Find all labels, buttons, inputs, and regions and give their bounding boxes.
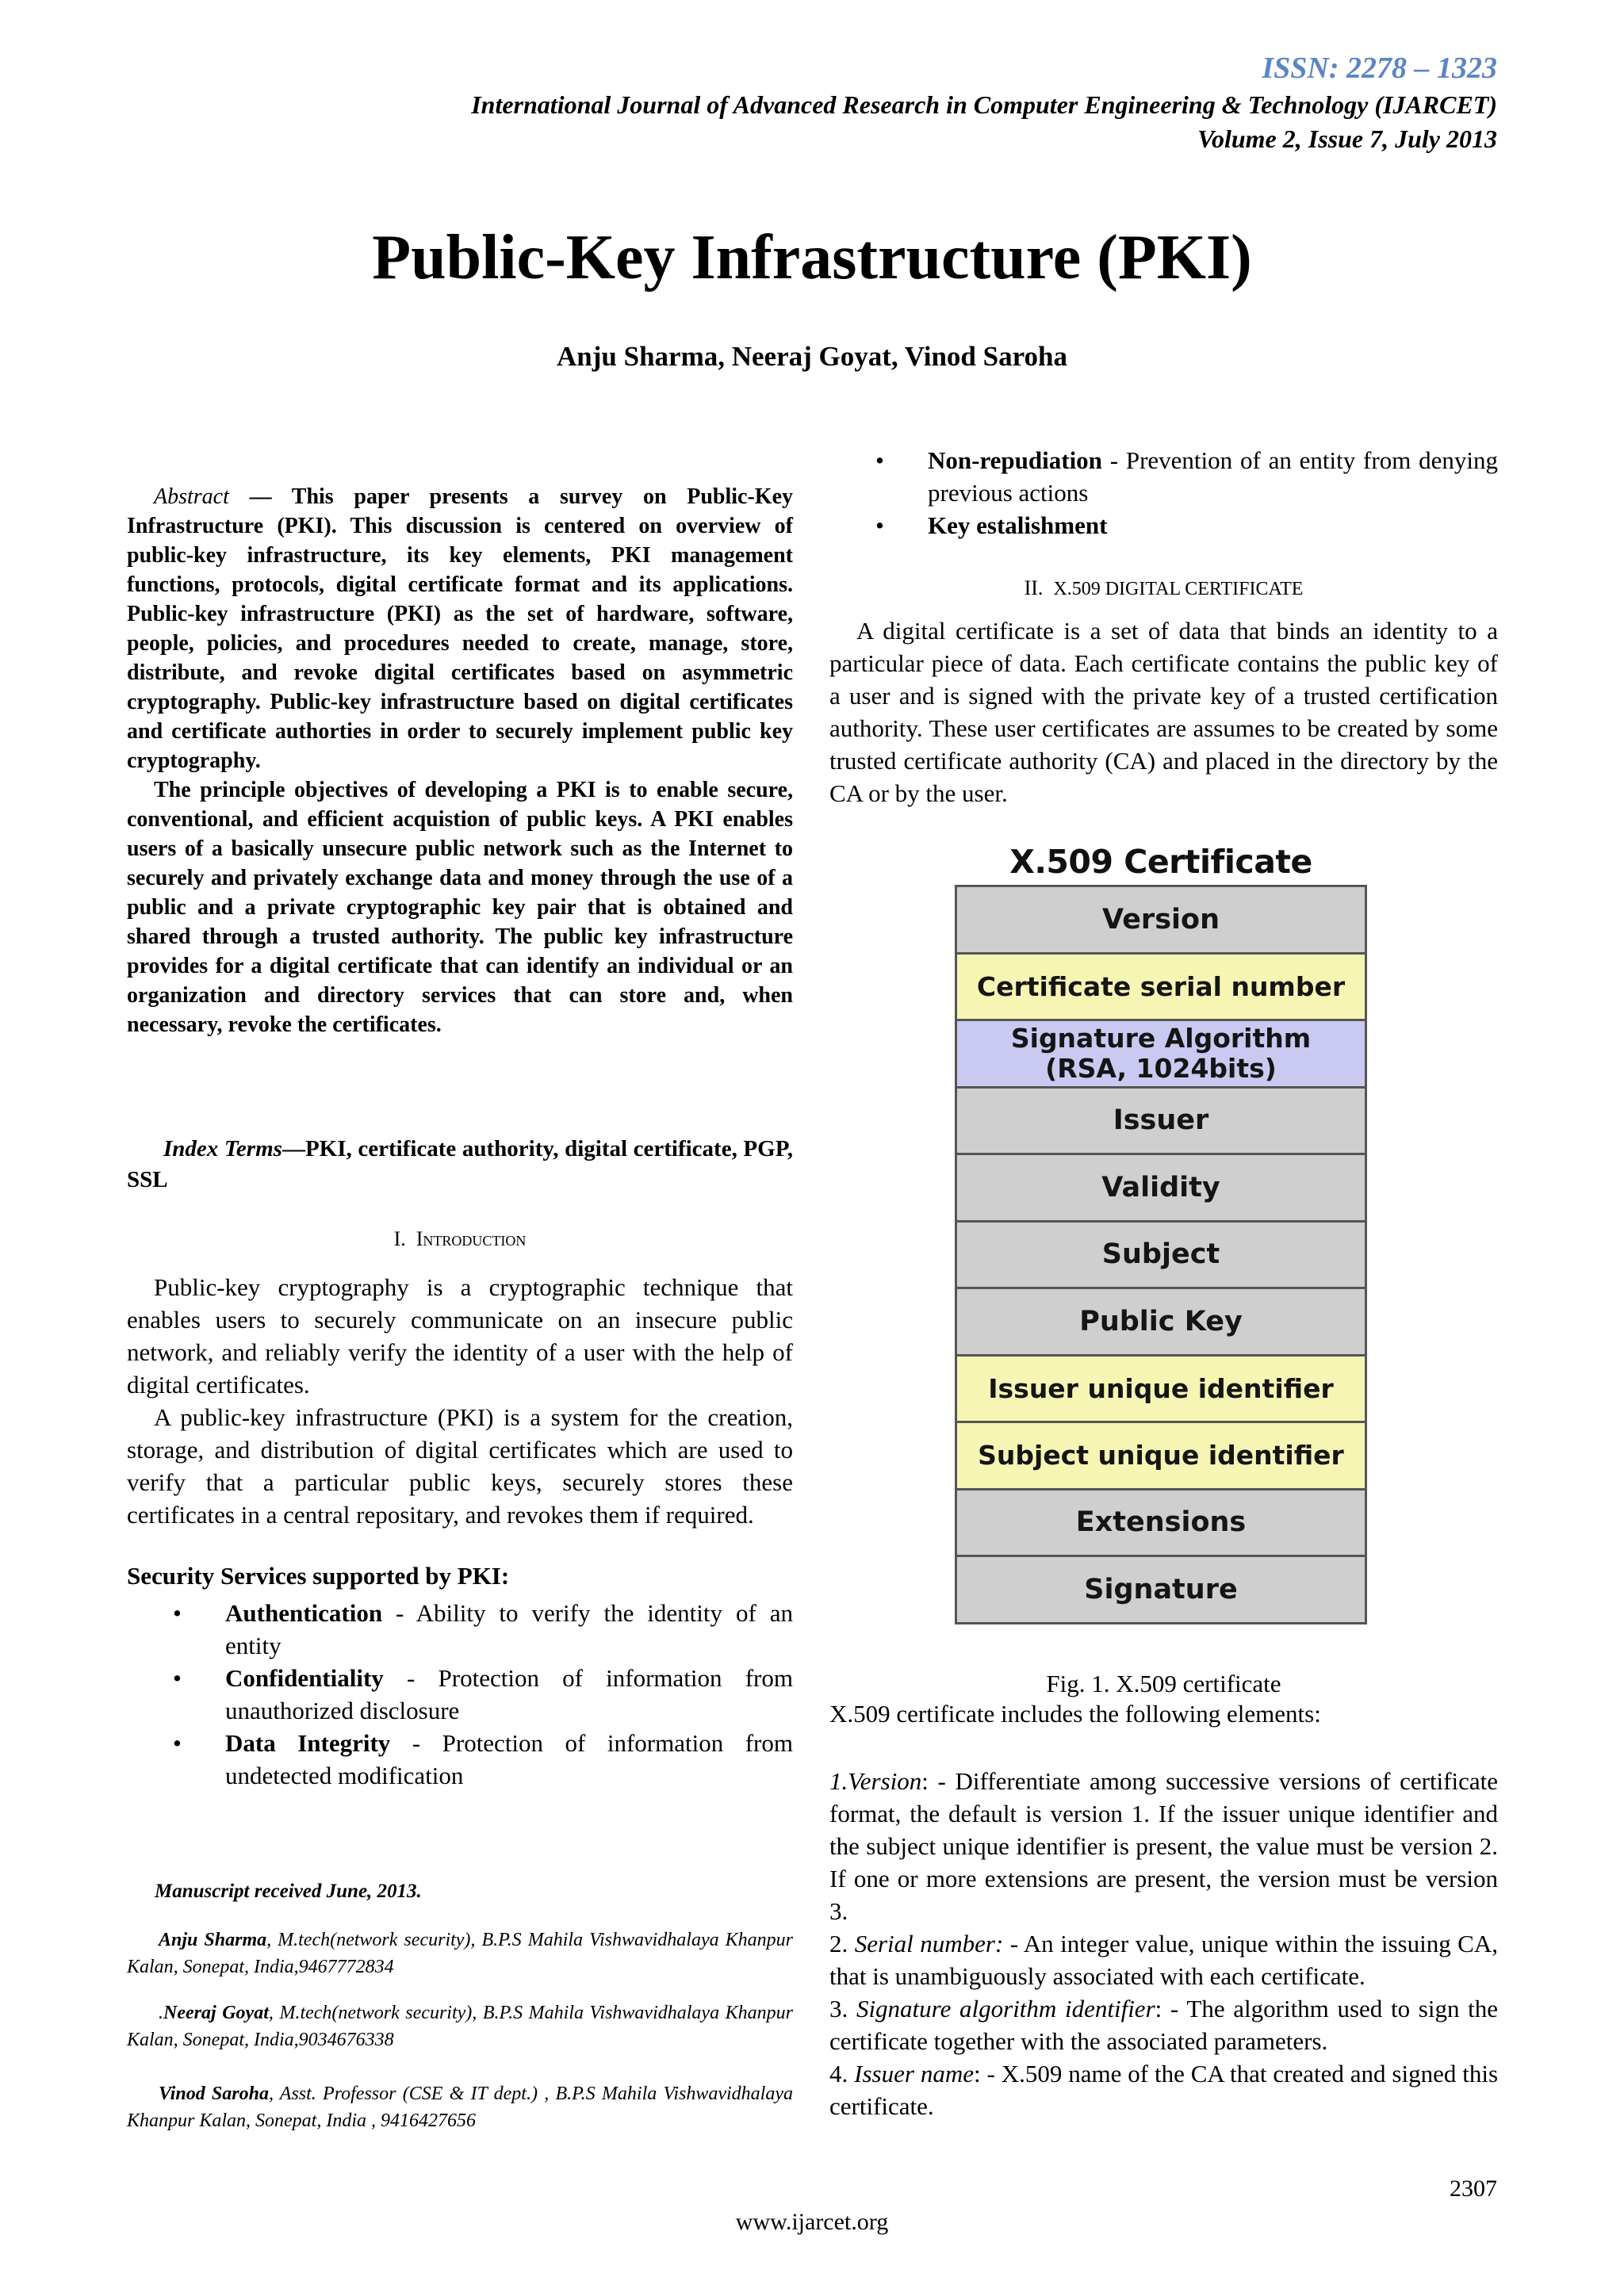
section-number: II. — [1024, 576, 1044, 599]
certificate-field-label: Issuer unique identifier — [988, 1372, 1334, 1404]
element-term: Serial number: — [854, 1930, 1004, 1957]
element-text: : - X.509 name of the CA that created and signed this certificate. — [829, 2060, 1499, 2120]
certificate-field-row — [957, 1155, 1365, 1223]
bio-text: , M.tech(network security), B.P.S Mahila Vishwavidhalaya Khanpur Kalan, Sonepat, India,9467772834 — [127, 1930, 793, 1977]
security-services-heading: Security Services supported by PKI: — [127, 1562, 510, 1590]
service-term: Confidentiality — [225, 1664, 384, 1692]
bullet-icon: • — [875, 511, 884, 539]
certificate-fields — [955, 885, 1367, 1624]
element-number: 2. — [829, 1930, 855, 1957]
figure-caption: Fig. 1. X.509 certificate — [1046, 1670, 1281, 1697]
list-item — [829, 509, 1498, 541]
bio-name: Vinod Saroha — [159, 2084, 269, 2104]
certificate-field-label: Subject unique identifier — [978, 1440, 1344, 1471]
service-term: Authentication — [225, 1599, 383, 1627]
security-services-list-continued — [829, 444, 1498, 541]
service-term: Data Integrity — [225, 1729, 391, 1757]
x509-paragraph-1: A digital certificate is a set of data that binds an identity to a particular piece of data. Each certificate contains the public key of a user and is signed with the private key of a trusted certification authority. These user certificates are assumes to be created by some trusted certificate authority (CA) and placed in the directory by the CA or by the user. — [829, 617, 1498, 807]
list-item — [127, 1662, 793, 1727]
list-item — [829, 444, 1498, 509]
section-heading-introduction — [127, 1227, 793, 1251]
section-number: I. — [393, 1227, 406, 1250]
service-desc: - Ability to verify the identity of an entity — [225, 1599, 793, 1659]
section-title: Introduction — [416, 1227, 527, 1250]
figure-title: X.509 Certificate — [1009, 843, 1312, 881]
certificate-field-row — [957, 1289, 1365, 1357]
bio-name: Neeraj Goyat — [163, 2003, 269, 2023]
service-desc: - Protection of information from undetected modification — [225, 1729, 793, 1789]
manuscript-note: Manuscript received June, 2013. — [155, 1881, 422, 1902]
authors: Anju Sharma, Neeraj Goyat, Vinod Saroha — [557, 341, 1067, 372]
author-bio-2 — [127, 1999, 793, 2053]
element-number: 1. — [829, 1767, 848, 1795]
service-term: Non-repudiation — [928, 446, 1102, 474]
service-desc: - Protection of information from unauthorized disclosure — [225, 1664, 793, 1724]
paper-title: Public-Key Infrastructure (PKI) — [372, 223, 1252, 293]
certificate-field-row — [957, 887, 1365, 955]
element-text: : - Differentiate among successive versions of certificate format, the default is version 1. If the issuer unique identifier and the subject unique identifier is present, the value must be version 2. If one or more extensions are present, the version must be version 3. — [829, 1767, 1498, 1925]
element-text: : - The algorithm used to sign the certificate together with the associated parameters. — [829, 1995, 1498, 2055]
index-terms-label: Index Terms — [163, 1136, 282, 1161]
element-term: Version — [848, 1767, 922, 1795]
certificate-elements — [829, 1765, 1498, 2122]
bio-name: Anju Sharma — [159, 1930, 267, 1950]
element-number: 4. — [829, 2060, 855, 2087]
certificate-field-label: Signature — [1084, 1573, 1238, 1605]
bullet-icon: • — [173, 1729, 182, 1757]
certificate-field-row — [957, 955, 1365, 1022]
abstract-paragraph-1: This paper presents a survey on Public-Key Infrastructure (PKI). This discussion is centered on overview of public-key infrastructure, its key elements, PKI management functions, protocols, digital certificate format and its applications. Public-key infrastructure (PKI) as the set of hardware, software, people, policies, and procedures needed to create, manage, store, distribute, and revoke digital certificates based on asymmetric cryptography. Public-key infrastructure based on digital certificates and certificate authorties in order to securely implement public key cryptography. — [127, 484, 793, 773]
bio-prefix: . — [159, 2003, 163, 2023]
certificate-field-row — [957, 1357, 1365, 1424]
abstract-dash: — — [228, 484, 292, 509]
certificate-field-row — [957, 1490, 1365, 1558]
certificate-field-row — [957, 1423, 1365, 1490]
certificate-field-row — [957, 1021, 1365, 1089]
certificate-field-line-1: Signature Algorithm — [1010, 1022, 1312, 1054]
intro-paragraph-1: Public-key cryptography is a cryptographic technique that enables users to securely communicate on an insecure public network, and reliably verify the identity of a user with the help of digital certificates. — [127, 1273, 793, 1399]
element-text: - An integer value, unique within the issuing CA, that is unambiguously associated with each certificate. — [829, 1930, 1498, 1990]
certificate-field-label: Extensions — [1075, 1506, 1247, 1539]
bio-text: , M.tech(network security), B.P.S Mahila Vishwavidhalaya Khanpur Kalan, Sonepat, India,9034676338 — [127, 2003, 793, 2050]
list-item — [127, 1727, 793, 1792]
footer-url[interactable]: www.ijarcet.org — [735, 2209, 889, 2235]
bullet-icon: • — [875, 446, 884, 474]
certificate-field-label: Public Key — [1079, 1305, 1243, 1337]
x509-body — [829, 614, 1498, 809]
intro-paragraph-2: A public-key infrastructure (PKI) is a system for the creation, storage, and distribution of digital certificates which are used to verify that a particular public keys, securely stores these certificates in a central repositary, and revokes them if required. — [127, 1403, 793, 1529]
certificate-field-label: Validity — [1101, 1171, 1220, 1203]
bullet-icon: • — [173, 1599, 182, 1627]
element-serial-number — [829, 1927, 1498, 1992]
element-signature-algorithm — [829, 1992, 1498, 2057]
index-terms-text: —PKI, certificate authority, digital certificate, PGP, SSL — [127, 1136, 793, 1192]
index-terms — [127, 1134, 793, 1196]
elements-intro: X.509 certificate includes the following elements: — [829, 1700, 1321, 1728]
security-services-list — [127, 1597, 793, 1792]
certificate-field-label: Version — [1102, 903, 1220, 936]
issn: ISSN: 2278 – 1323 — [1262, 52, 1497, 85]
abstract-paragraph-2: The principle objectives of developing a PKI is to enable secure, conventional, and efficient acquistion of public keys. A PKI enables users of a basically unsecure public network such as the Internet to securely and privately exchange data and money through the use of a public and a private cryptographic key pair that is obtained and shared through a trusted authority. The public key infrastructure provides for a digital certificate that can identify an individual or an organization and directory services that can store and, when necessary, revoke the certificates. — [127, 778, 793, 1037]
abstract — [127, 482, 793, 1039]
element-term: Signature algorithm identifier — [856, 1995, 1155, 2022]
abstract-label: Abstract — [154, 484, 229, 509]
section-heading-x509 — [829, 576, 1498, 600]
element-issuer-name — [829, 2057, 1498, 2122]
service-term: Key estalishment — [928, 511, 1108, 539]
bio-text: , Asst. Professor (CSE & IT dept.) , B.P.S Mahila Vishwavidhalaya Khanpur Kalan, Sonepat, India , 9416427656 — [127, 2084, 794, 2131]
element-number: 3. — [829, 1995, 856, 2022]
certificate-field-label: Subject — [1101, 1238, 1220, 1271]
certificate-field-label: Issuer — [1113, 1104, 1209, 1137]
bullet-icon: • — [173, 1664, 182, 1692]
list-item — [127, 1597, 793, 1662]
certificate-field-line-2: (RSA, 1024bits) — [1045, 1052, 1277, 1084]
certificate-field-label: Certificate serial number — [976, 970, 1346, 1002]
certificate-field-row — [957, 1223, 1365, 1290]
service-desc: - Prevention of an entity from denying previous actions — [928, 446, 1498, 507]
certificate-field-label — [1011, 1024, 1311, 1084]
x509-certificate-figure — [955, 839, 1367, 1624]
introduction-body — [127, 1271, 793, 1531]
certificate-field-row — [957, 1089, 1365, 1156]
journal-volume: Volume 2, Issue 7, July 2013 — [1197, 124, 1497, 153]
page-number: 2307 — [1450, 2175, 1497, 2202]
certificate-field-row — [957, 1557, 1365, 1624]
author-bio-1 — [127, 1927, 793, 1980]
section-title: X.509 DIGITAL CERTIFICATE — [1053, 579, 1304, 599]
element-term: Issuer name — [854, 2060, 974, 2087]
author-bio-3 — [127, 2080, 793, 2134]
element-version — [829, 1765, 1498, 1927]
journal-name: International Journal of Advanced Research in Computer Engineering & Technology (IJARCET) — [471, 90, 1497, 119]
